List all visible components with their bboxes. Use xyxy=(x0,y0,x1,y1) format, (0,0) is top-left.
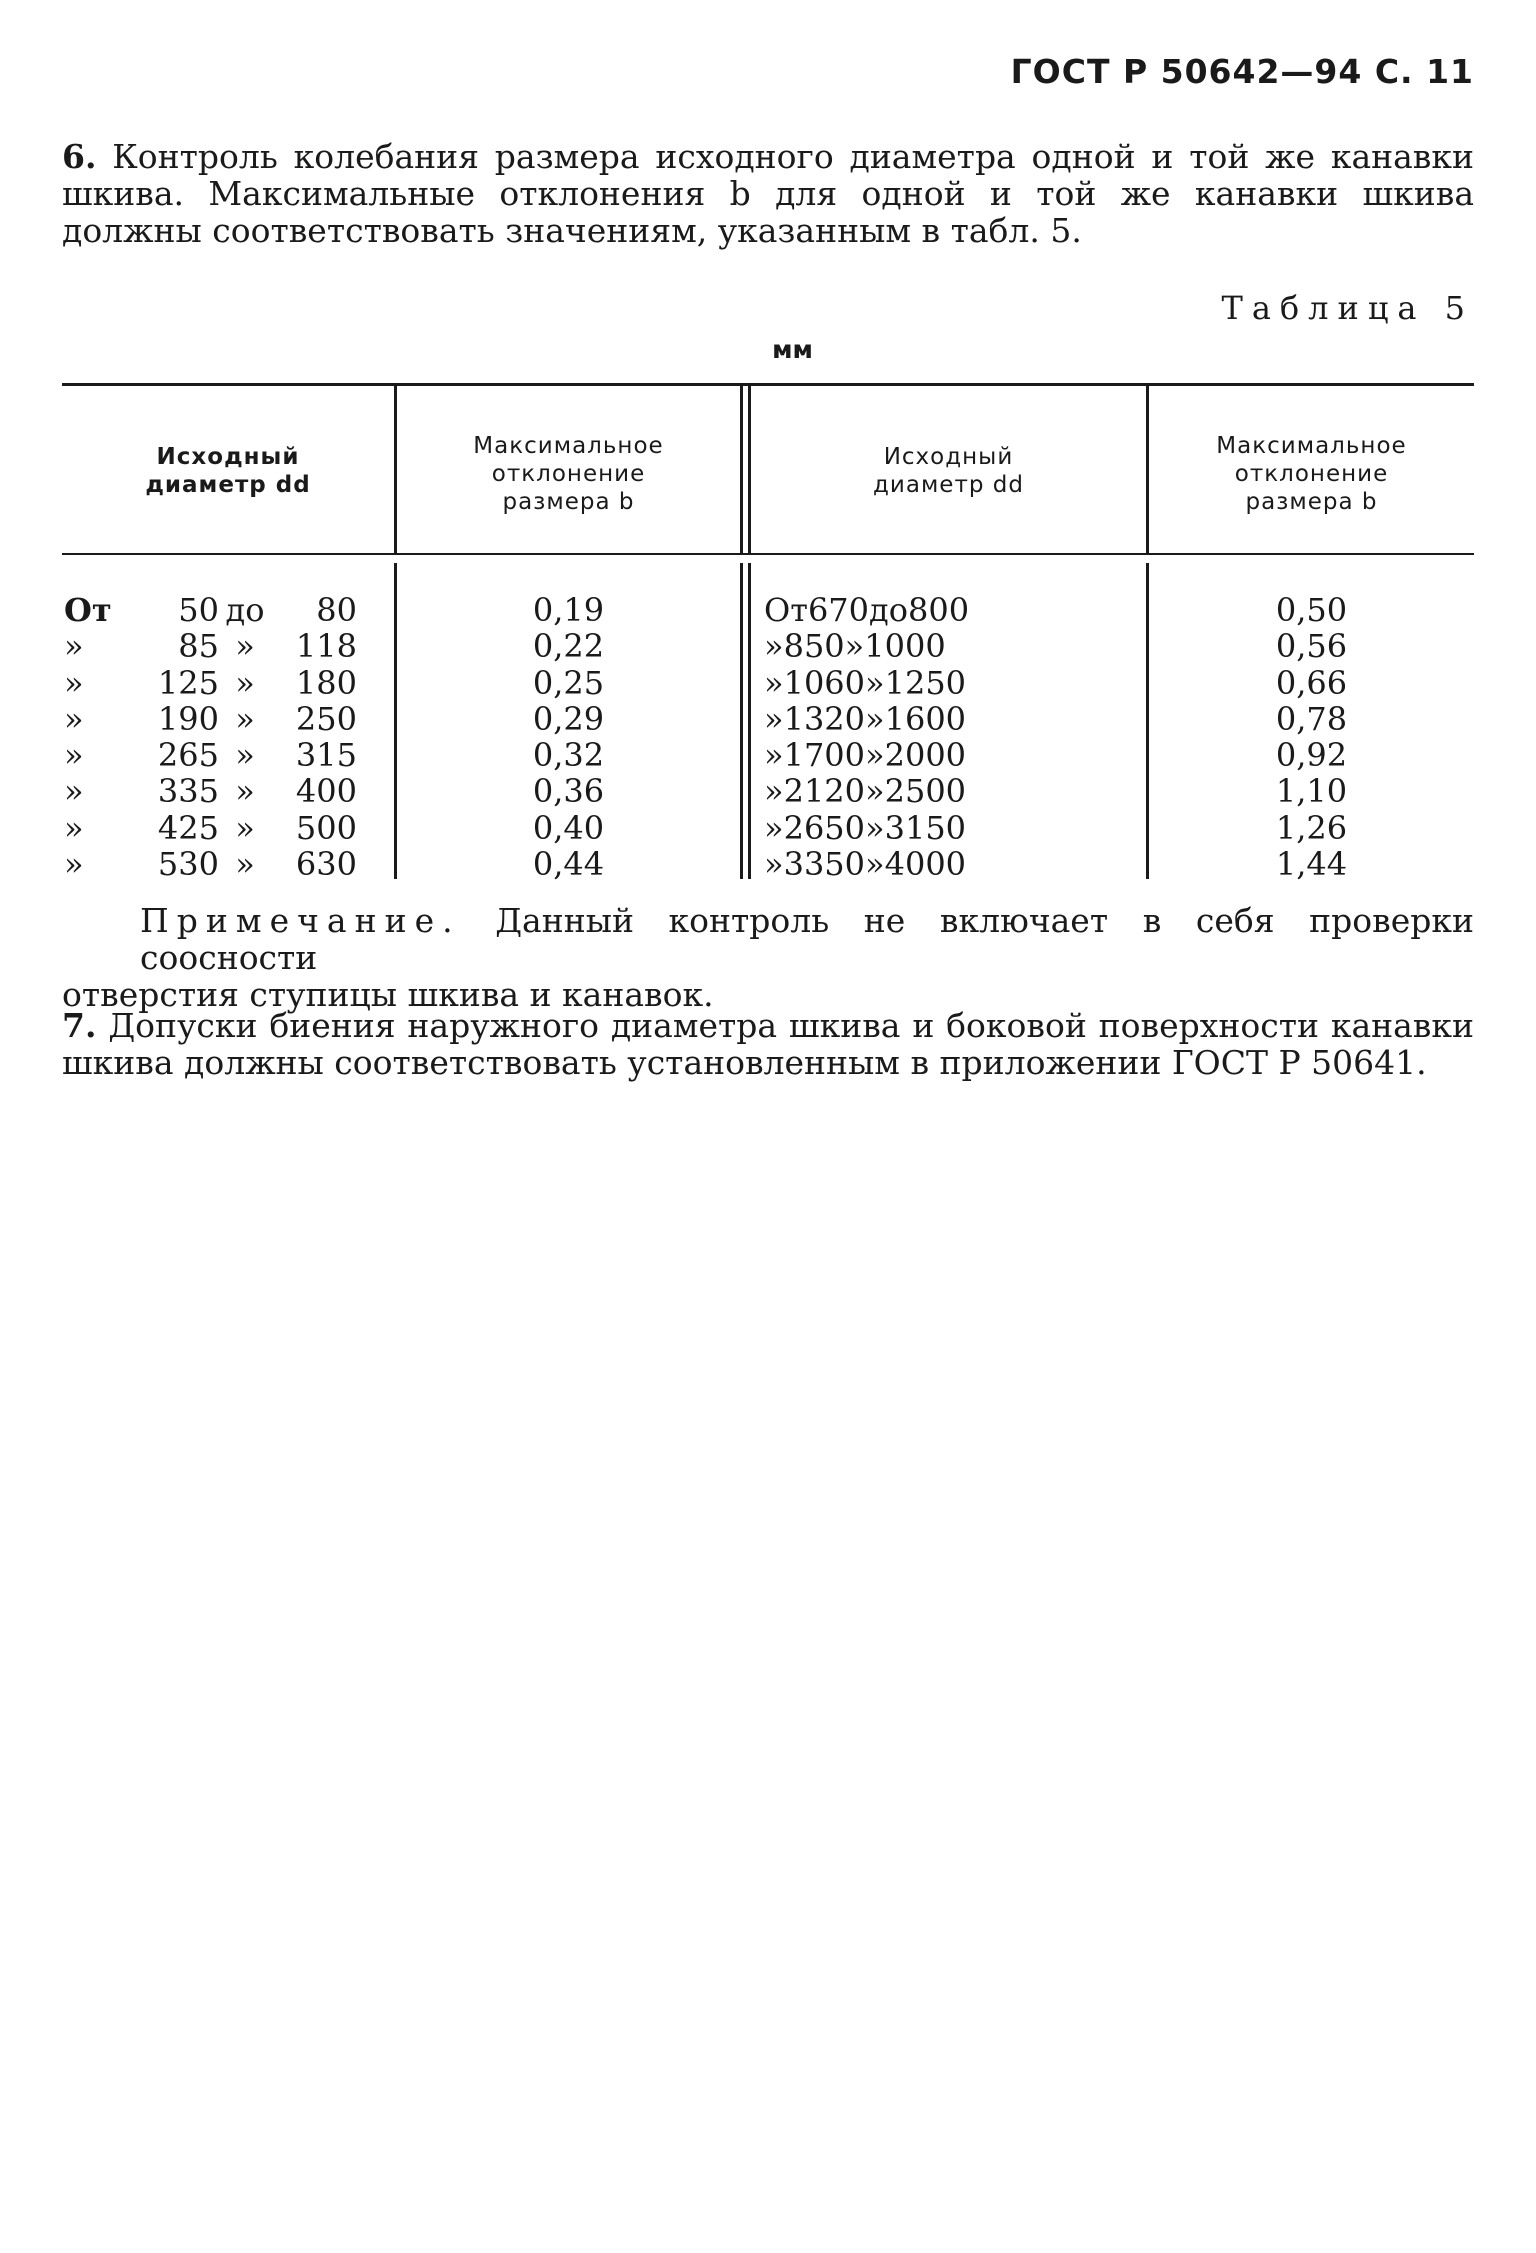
column-right-diameter xyxy=(764,592,1144,882)
column-left-diameter xyxy=(64,592,392,882)
range-from: 50 xyxy=(178,591,219,629)
range-sep: » xyxy=(865,808,885,847)
note-text: Данный контроль не включает в себя проверки соосности xyxy=(140,901,1474,977)
header-line: Максимальное xyxy=(473,433,664,459)
range-prefix: » xyxy=(764,627,784,666)
range-to: 118 xyxy=(295,627,357,666)
deviation-value: 0,50 xyxy=(1275,591,1348,629)
section-6-number: 6. xyxy=(62,137,97,176)
deviation-value: 0,40 xyxy=(532,808,605,847)
table-row xyxy=(64,628,392,664)
range-to: 3150 xyxy=(884,808,967,847)
range-prefix: » xyxy=(764,845,784,884)
range-from: 335 xyxy=(157,772,219,811)
range-prefix: » xyxy=(64,663,84,702)
range-from: 85 xyxy=(178,627,219,666)
deviation-value: 1,10 xyxy=(1275,772,1348,811)
range-prefix: » xyxy=(64,699,84,738)
table-row xyxy=(764,846,1144,882)
range-to: 80 xyxy=(316,591,357,629)
table-note xyxy=(62,901,1474,1014)
header-line: Исходный xyxy=(156,444,300,470)
table-row xyxy=(64,592,392,628)
deviation-value: 1,26 xyxy=(1275,808,1348,847)
range-prefix: » xyxy=(64,808,84,847)
column-right-deviation xyxy=(1149,592,1474,882)
deviation-value: 0,29 xyxy=(532,699,605,738)
deviation-value: 0,92 xyxy=(1275,736,1348,775)
range-prefix: » xyxy=(764,663,784,702)
header-divider-2a xyxy=(740,386,743,553)
header-line: размера b xyxy=(502,489,635,515)
note-label: Примечание. xyxy=(140,901,461,940)
range-sep: » xyxy=(235,663,255,702)
range-from: 3350 xyxy=(783,845,866,884)
section-7-number: 7. xyxy=(62,1006,97,1045)
table-units: мм xyxy=(772,335,813,364)
range-from: 190 xyxy=(157,699,219,738)
header-deviation-left xyxy=(397,432,740,516)
range-from: 2650 xyxy=(783,808,866,847)
table-row xyxy=(764,701,1144,737)
deviation-value: 0,25 xyxy=(532,663,605,702)
deviation-value: 0,56 xyxy=(1275,627,1348,666)
range-from: 125 xyxy=(157,663,219,702)
deviation-value: 0,36 xyxy=(532,772,605,811)
range-to: 800 xyxy=(907,591,970,629)
range-sep: » xyxy=(235,736,255,775)
table-row xyxy=(764,810,1144,846)
range-from: 2120 xyxy=(783,772,866,811)
range-prefix: » xyxy=(764,808,784,847)
range-to: 1250 xyxy=(884,663,967,702)
header-line: диаметр dd xyxy=(145,472,311,498)
page-header: ГОСТ Р 50642—94 С. 11 xyxy=(1010,52,1474,91)
range-sep: до xyxy=(225,591,265,629)
table-header-rule xyxy=(62,553,1474,555)
range-to: 400 xyxy=(295,772,357,811)
table-row xyxy=(764,773,1144,809)
table-row xyxy=(64,737,392,773)
deviation-value: 0,19 xyxy=(532,591,605,629)
deviation-value: 0,22 xyxy=(532,627,605,666)
range-sep: » xyxy=(235,627,255,666)
header-line: отклонение xyxy=(491,461,646,487)
header-line: Максимальное xyxy=(1216,433,1407,459)
header-line: отклонение xyxy=(1234,461,1389,487)
range-sep: » xyxy=(865,845,885,884)
range-from: 425 xyxy=(157,808,219,847)
range-to: 2000 xyxy=(884,736,967,775)
range-prefix: » xyxy=(764,772,784,811)
column-left-deviation xyxy=(397,592,740,882)
note-continuation: отверстия ступицы шкива и канавок. xyxy=(62,975,714,1014)
table-row xyxy=(764,737,1144,773)
section-7-paragraph xyxy=(62,1007,1474,1081)
header-line: размера b xyxy=(1245,489,1378,515)
table-row xyxy=(64,701,392,737)
range-from: 1320 xyxy=(783,699,866,738)
range-sep: » xyxy=(865,736,885,775)
range-to: 250 xyxy=(295,699,357,738)
range-sep: » xyxy=(235,699,255,738)
range-prefix: » xyxy=(64,736,84,775)
deviation-value: 0,32 xyxy=(532,736,605,775)
range-prefix: От xyxy=(764,591,808,629)
range-to: 630 xyxy=(295,845,357,884)
range-sep: до xyxy=(869,591,908,629)
range-prefix: » xyxy=(764,736,784,775)
deviation-value: 0,78 xyxy=(1275,699,1348,738)
header-line: Исходный xyxy=(883,444,1014,470)
range-from: 1060 xyxy=(783,663,866,702)
table-row xyxy=(764,592,1144,628)
range-from: 670 xyxy=(807,591,870,629)
range-prefix: » xyxy=(64,845,84,884)
section-6-paragraph xyxy=(62,138,1474,249)
range-from: 1700 xyxy=(783,736,866,775)
range-to: 180 xyxy=(295,663,357,702)
range-sep: » xyxy=(865,772,885,811)
deviation-value: 1,44 xyxy=(1275,845,1348,884)
deviation-value: 0,66 xyxy=(1275,663,1348,702)
table-row xyxy=(764,665,1144,701)
range-prefix: От xyxy=(64,591,112,629)
range-to: 1600 xyxy=(884,699,967,738)
range-to: 2500 xyxy=(884,772,967,811)
range-to: 1000 xyxy=(864,627,946,666)
range-prefix: » xyxy=(64,627,84,666)
range-to: 315 xyxy=(295,736,357,775)
section-7-text: Допуски биения наружного диаметра шкива и боковой поверхности канавки шкива должны соответствовать установленным в приложении ГОСТ Р 50641. xyxy=(62,1006,1474,1082)
table-row xyxy=(64,846,392,882)
deviation-value: 0,44 xyxy=(532,845,605,884)
range-sep: » xyxy=(844,627,865,666)
header-deviation-right xyxy=(1149,432,1474,516)
table-row xyxy=(764,628,1144,664)
range-to: 4000 xyxy=(884,845,967,884)
section-6-text: Контроль колебания размера исходного диаметра одной и той же канавки шкива. Максимальные отклонения b для одной и той же канавки шкива должны соответствовать значениям, указанным в табл. 5. xyxy=(62,137,1474,250)
range-to: 500 xyxy=(295,808,357,847)
range-prefix: » xyxy=(764,699,784,738)
range-sep: » xyxy=(865,663,885,702)
range-sep: » xyxy=(235,845,255,884)
body-divider-2b xyxy=(748,563,751,879)
header-line: диаметр dd xyxy=(873,472,1024,498)
range-from: 265 xyxy=(157,736,219,775)
range-sep: » xyxy=(235,772,255,811)
range-from: 530 xyxy=(157,845,219,884)
header-diameter-right xyxy=(751,443,1146,499)
range-prefix: » xyxy=(64,772,84,811)
range-sep: » xyxy=(235,808,255,847)
table-caption: Таблица 5 xyxy=(1221,289,1474,327)
range-sep: » xyxy=(865,699,885,738)
table-row xyxy=(64,665,392,701)
body-divider-2a xyxy=(740,563,743,879)
range-from: 850 xyxy=(783,627,845,666)
table-row xyxy=(64,810,392,846)
table-row xyxy=(64,773,392,809)
table-top-rule xyxy=(62,383,1474,386)
header-diameter-left xyxy=(62,443,394,499)
